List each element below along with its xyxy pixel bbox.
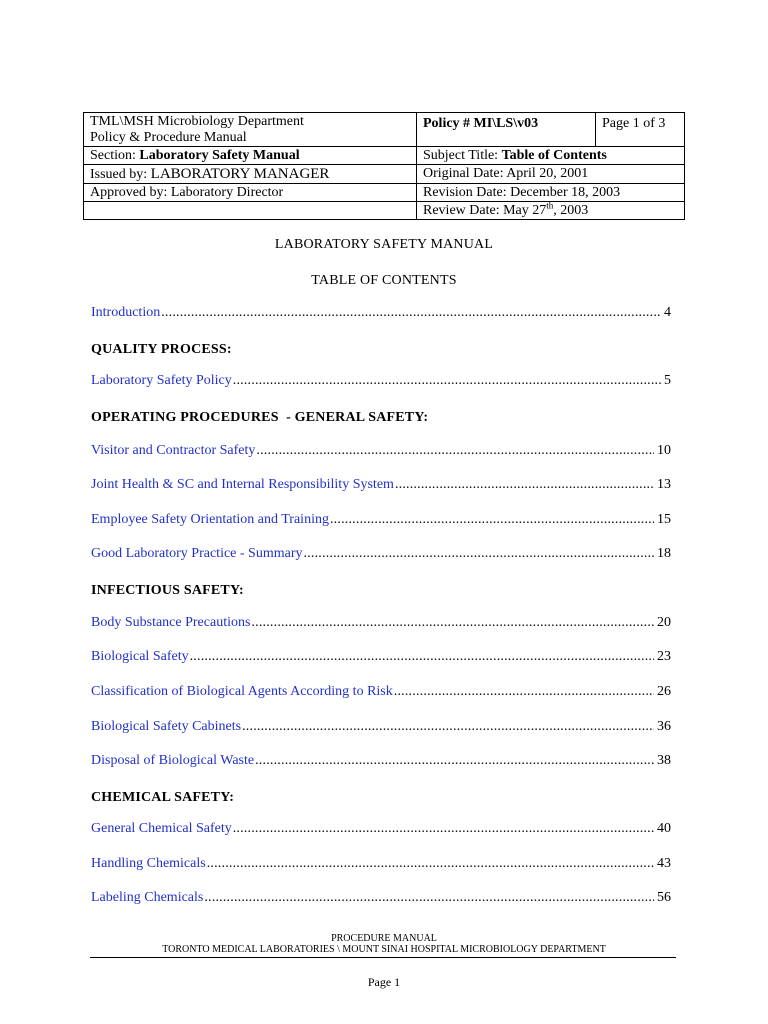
issued-value: LABORATORY MANAGER [150, 166, 330, 182]
footer-divider [90, 957, 676, 958]
subject-cell [417, 147, 685, 165]
review-date-cell [417, 202, 685, 220]
toc-page-number: 56 [657, 890, 671, 905]
leader-dots [207, 855, 654, 873]
toc-entry-safety-policy[interactable] [91, 372, 671, 390]
toc-link[interactable]: Introduction [91, 305, 161, 320]
review-date-suffix: , 2003 [553, 203, 589, 218]
section-prefix: Section: [90, 148, 140, 163]
revision-date: Revision Date: December 18, 2003 [423, 185, 621, 200]
toc-link[interactable]: Employee Safety Orientation and Training [91, 512, 329, 527]
toc-entry-safety-cabinets[interactable] [91, 718, 671, 736]
toc-entry-general-chemical[interactable] [91, 820, 671, 838]
manual-title: LABORATORY SAFETY MANUAL [274, 237, 494, 252]
leader-dots [251, 614, 654, 632]
section-cell [84, 147, 417, 165]
toc-entry-biological-safety[interactable] [91, 648, 671, 666]
toc-page-number: 38 [657, 753, 671, 768]
policy-header-table [83, 112, 685, 220]
revision-date-cell [417, 184, 685, 202]
toc-page-number: 13 [657, 477, 671, 492]
toc-entry-handling-chemicals[interactable] [91, 855, 671, 873]
toc-link[interactable]: Disposal of Biological Waste [91, 753, 255, 768]
toc-page-number: 10 [657, 443, 671, 458]
toc-entry-orientation-training[interactable] [91, 511, 671, 529]
section-value: Laboratory Safety Manual [139, 148, 300, 163]
department-cell [84, 113, 417, 147]
footer-organization: TORONTO MEDICAL LABORATORIES \ MOUNT SINAI HOSPITAL MICROBIOLOGY DEPARTMENT [162, 944, 606, 955]
toc-title: TABLE OF CONTENTS [311, 273, 457, 288]
leader-dots [330, 511, 654, 529]
toc-link[interactable]: Laboratory Safety Policy [91, 373, 232, 388]
page-count-cell [596, 113, 685, 147]
toc-link[interactable]: Joint Health & SC and Internal Responsibility System [91, 477, 394, 492]
section-heading-quality: QUALITY PROCESS: [91, 342, 232, 357]
toc-entry-good-lab-practice[interactable] [91, 545, 671, 563]
toc-entry-labeling-chemicals[interactable] [91, 889, 671, 907]
leader-dots [233, 372, 661, 390]
toc-entry-classification[interactable] [91, 683, 671, 701]
leader-dots [161, 304, 661, 322]
manual-name: Policy & Procedure Manual [90, 130, 247, 145]
toc-page-number: 40 [657, 821, 671, 836]
toc-entry-body-substance[interactable] [91, 614, 671, 632]
toc-entry-introduction[interactable] [91, 304, 671, 322]
review-date-prefix: Review Date: May 27 [423, 203, 547, 218]
toc-entry-biological-waste[interactable] [91, 752, 671, 770]
empty-cell [84, 202, 417, 220]
subject-value: Table of Contents [501, 148, 607, 163]
toc-link[interactable]: Labeling Chemicals [91, 890, 204, 905]
review-date-sup: th [546, 200, 554, 211]
approved-by: Approved by: Laboratory Director [90, 185, 284, 200]
subject-prefix: Subject Title: [423, 148, 502, 163]
footer-manual-label: PROCEDURE MANUAL [331, 933, 437, 944]
toc-page-number: 5 [664, 373, 671, 388]
leader-dots [204, 889, 654, 907]
toc-link[interactable]: Biological Safety [91, 649, 189, 664]
issued-prefix: Issued by: [90, 167, 151, 182]
toc-link[interactable]: General Chemical Safety [91, 821, 232, 836]
leader-dots [395, 476, 654, 494]
toc-entry-joint-health[interactable] [91, 476, 671, 494]
policy-number-cell [417, 113, 596, 147]
page-number: Page 1 [367, 975, 401, 989]
toc-page-number: 36 [657, 719, 671, 734]
policy-number: Policy # MI\LS\v03 [423, 116, 539, 131]
toc-page-number: 18 [657, 546, 671, 561]
section-heading-infectious: INFECTIOUS SAFETY: [91, 583, 244, 598]
toc-page-number: 26 [657, 684, 671, 699]
original-date: Original Date: April 20, 2001 [423, 166, 589, 181]
leader-dots [394, 683, 654, 701]
page-count: Page 1 of 3 [602, 116, 666, 131]
leader-dots [242, 718, 654, 736]
department-name: TML\MSH Microbiology Department [90, 114, 304, 129]
section-heading-chemical: CHEMICAL SAFETY: [91, 790, 235, 805]
toc-link[interactable]: Classification of Biological Agents According to Risk [91, 684, 393, 699]
leader-dots [255, 752, 654, 770]
approved-cell [84, 184, 417, 202]
toc-page-number: 4 [664, 305, 671, 320]
toc-page-number: 23 [657, 649, 671, 664]
toc-link[interactable]: Body Substance Precautions [91, 615, 251, 630]
toc-page-number: 43 [657, 856, 671, 871]
toc-link[interactable]: Good Laboratory Practice - Summary [91, 546, 303, 561]
toc-page-number: 15 [657, 512, 671, 527]
toc-entry-visitor-safety[interactable] [91, 442, 671, 460]
leader-dots [256, 442, 654, 460]
toc-link[interactable]: Handling Chemicals [91, 856, 206, 871]
toc-page-number: 20 [657, 615, 671, 630]
section-heading-operating: OPERATING PROCEDURES - GENERAL SAFETY: [91, 410, 429, 425]
toc-link[interactable]: Biological Safety Cabinets [91, 719, 242, 734]
toc-link[interactable]: Visitor and Contractor Safety [91, 443, 256, 458]
original-date-cell [417, 165, 685, 184]
leader-dots [190, 648, 654, 666]
leader-dots [304, 545, 655, 563]
issued-cell [84, 165, 417, 184]
leader-dots [233, 820, 654, 838]
